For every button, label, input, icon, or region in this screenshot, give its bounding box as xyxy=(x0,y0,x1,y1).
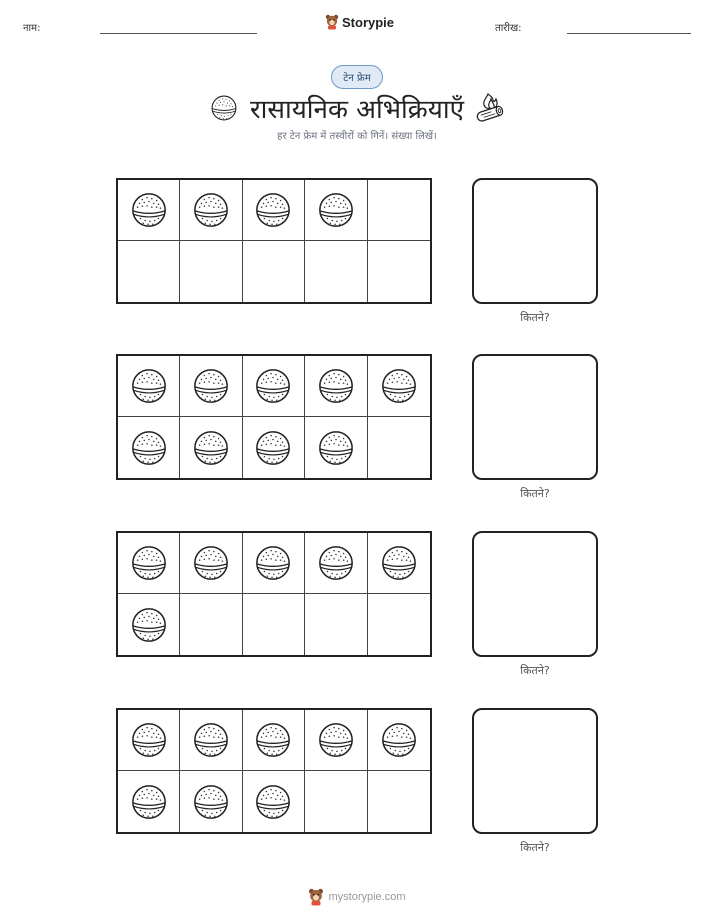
ten-frame-cell xyxy=(368,180,430,241)
ten-frame-cell xyxy=(180,180,242,241)
ten-frame-cell xyxy=(368,771,430,832)
ten-frame-cell xyxy=(180,533,242,594)
bath-bomb-ball-icon xyxy=(254,429,292,467)
ten-frame-cell xyxy=(305,533,367,594)
bath-bomb-ball-icon xyxy=(254,783,292,821)
bath-bomb-ball-icon xyxy=(380,721,418,759)
ten-frame-cell xyxy=(243,710,305,771)
ten-frame-cell xyxy=(118,180,180,241)
answer-prompt: कितने? xyxy=(520,311,550,324)
ten-frame-cell xyxy=(180,356,242,417)
ten-frame-cell xyxy=(368,417,430,478)
ten-frame-cell xyxy=(118,771,180,832)
answer-prompt: कितने? xyxy=(520,664,550,677)
ten-frame-cell xyxy=(180,594,242,655)
bath-bomb-ball-icon xyxy=(130,783,168,821)
ten-frame-cell xyxy=(180,710,242,771)
answer-box[interactable] xyxy=(472,531,598,657)
ten-frame xyxy=(116,531,432,657)
campfire-log-icon xyxy=(474,90,508,124)
ten-frame-cell xyxy=(305,594,367,655)
ten-frame-cell xyxy=(368,241,430,302)
ten-frame-cell xyxy=(180,771,242,832)
bath-bomb-ball-icon xyxy=(130,544,168,582)
ten-frame-cell xyxy=(243,356,305,417)
bath-bomb-ball-icon xyxy=(380,544,418,582)
answer-box[interactable] xyxy=(472,708,598,834)
ten-frame-cell xyxy=(243,180,305,241)
ten-frame-cell xyxy=(305,710,367,771)
bath-bomb-ball-icon xyxy=(254,721,292,759)
brand-logo xyxy=(325,14,394,30)
ten-frame-cell xyxy=(118,241,180,302)
ten-frame-cell xyxy=(305,356,367,417)
bath-bomb-ball-icon xyxy=(317,721,355,759)
ten-frame-cell xyxy=(180,241,242,302)
ten-frame-cell xyxy=(243,594,305,655)
ten-frame-cell xyxy=(305,241,367,302)
bath-bomb-ball-icon xyxy=(130,721,168,759)
bear-mascot-icon xyxy=(325,14,339,30)
name-field[interactable] xyxy=(100,33,257,34)
ten-frame-cell xyxy=(243,533,305,594)
answer-prompt: कितने? xyxy=(520,841,550,854)
bath-bomb-ball-icon xyxy=(130,429,168,467)
ten-frame-cell xyxy=(243,417,305,478)
ten-frame-cell xyxy=(118,356,180,417)
date-field[interactable] xyxy=(567,33,691,34)
bath-bomb-ball-icon xyxy=(130,606,168,644)
answer-box[interactable] xyxy=(472,178,598,304)
bath-bomb-ball-icon xyxy=(317,429,355,467)
bath-bomb-ball-icon xyxy=(254,544,292,582)
answer-box[interactable] xyxy=(472,354,598,480)
ten-frame-cell xyxy=(368,356,430,417)
ten-frame-cell xyxy=(118,594,180,655)
ten-frame-cell xyxy=(118,417,180,478)
ten-frame-cell xyxy=(180,417,242,478)
bath-bomb-ball-icon xyxy=(254,367,292,405)
ten-frame-cell xyxy=(305,180,367,241)
ten-frame-cell xyxy=(118,533,180,594)
bath-bomb-ball-icon xyxy=(130,191,168,229)
bath-bomb-ball-icon xyxy=(130,367,168,405)
bath-bomb-ball-icon xyxy=(192,544,230,582)
ten-frame xyxy=(116,178,432,304)
footer xyxy=(0,888,714,906)
bath-bomb-ball-icon xyxy=(317,367,355,405)
bath-bomb-ball-icon xyxy=(192,367,230,405)
ten-frame-cell xyxy=(305,417,367,478)
bath-bomb-ball-icon xyxy=(380,367,418,405)
topic-tag: टेन फ्रेम xyxy=(331,65,383,89)
bath-bomb-ball-icon xyxy=(192,783,230,821)
bath-bomb-ball-icon xyxy=(192,721,230,759)
bath-bomb-ball-icon xyxy=(317,191,355,229)
bath-bomb-ball-icon xyxy=(254,191,292,229)
bath-bomb-ball-icon xyxy=(192,191,230,229)
ten-frame-cell xyxy=(305,771,367,832)
bear-mascot-icon xyxy=(308,888,324,906)
date-label: तारीख: xyxy=(495,23,522,34)
ten-frame-cell xyxy=(368,594,430,655)
ten-frame-cell xyxy=(368,533,430,594)
ten-frame-cell xyxy=(243,241,305,302)
footer-url: mystorypie.com xyxy=(328,891,406,903)
instructions: हर टेन फ्रेम में तस्वीरों को गिनें। संख्या लिखें। xyxy=(277,131,437,142)
name-label: नाम: xyxy=(23,23,41,34)
bath-bomb-ball-icon xyxy=(317,544,355,582)
ten-frame-cell xyxy=(118,710,180,771)
answer-prompt: कितने? xyxy=(520,487,550,500)
ten-frame xyxy=(116,708,432,834)
bath-bomb-ball-icon xyxy=(192,429,230,467)
ten-frame-cell xyxy=(368,710,430,771)
ten-frame-cell xyxy=(243,771,305,832)
page-title: रासायनिक अभिक्रियाएँ xyxy=(250,95,464,125)
ten-frame xyxy=(116,354,432,480)
brand-name: Storypie xyxy=(342,14,395,30)
